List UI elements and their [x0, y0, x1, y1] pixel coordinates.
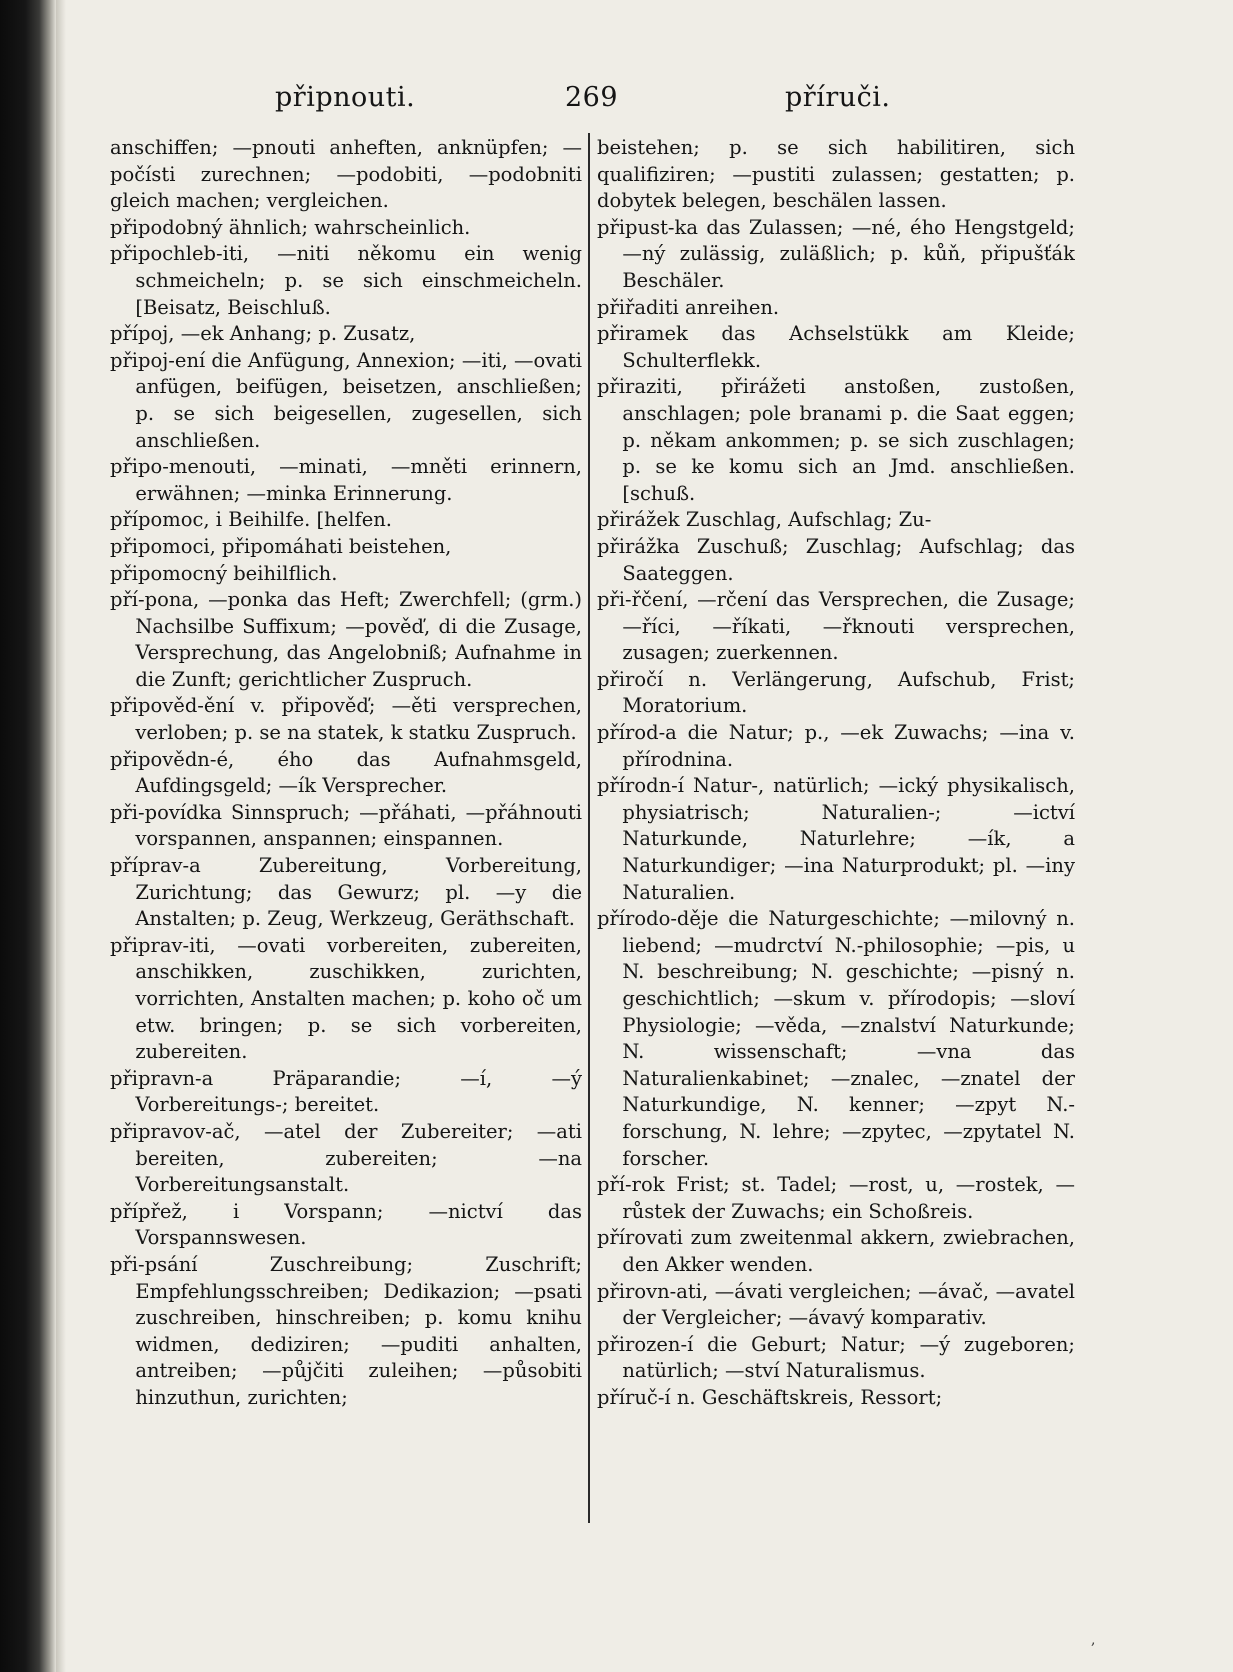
dictionary-entry: přirozen-í die Geburt; Natur; —ý zugeboren; natürlich; —ství Naturalismus. [597, 1332, 1075, 1383]
dictionary-entry: připověd-ění v. připověď; —ěti versprechen, verloben; p. se na statek, k statku Zuspruch. [110, 694, 582, 745]
dictionary-entry: přiročí n. Verlängerung, Aufschub, Frist; Moratorium. [597, 667, 1075, 718]
dictionary-entry: přirážek Zuschlag, Aufschlag; Zu- [597, 508, 932, 532]
dictionary-entry: připodobný ähnlich; wahrscheinlich. [110, 215, 471, 239]
dictionary-entry: při-řčení, —rčení das Versprechen, die Zusage; —říci, —říkati, —řknouti versprechen, zusagen; zuerkennen. [597, 588, 1075, 665]
dictionary-entry: příprav-a Zubereitung, Vorbereitung, Zurichtung; das Gewurz; pl. —y die Anstalten; p. Zeug, Werkzeug, Geräthschaft. [110, 854, 582, 931]
dictionary-entry: pří-pona, —ponka das Heft; Zwerchfell; (grm.) Nachsilbe Suffixum; —pověď, di die Zusage, Versprechung, das Angelobniß; Aufnahme in die Zunft; gerichtlicher Zuspruch. [110, 588, 582, 691]
dictionary-entry: přiramek das Achselstükk am Kleide; Schulterflekk. [597, 322, 1075, 372]
right-column [597, 135, 1075, 1525]
dictionary-entry: přirovn-ati, —ávati vergleichen; —ávač, —avatel der Vergleicher; —ávavý komparativ. [597, 1279, 1075, 1330]
book-spine-shadow [0, 0, 56, 1672]
dictionary-entry: přiraziti, přirážeti anstoßen, zustoßen, anschlagen; pole branami p. die Saat eggen; p. někam ankommen; p. se sich zuschlagen; p. se ke komu sich an Jmd. anschließen. [schuß. [597, 375, 1075, 505]
dictionary-entry: beistehen; p. se sich habilitiren, sich qualifiziren; —pustiti zulassen; gestatten; p. dobytek belegen, beschälen lassen. [597, 136, 1075, 213]
running-headword-left: připnouti. [275, 82, 416, 113]
page-header [110, 82, 1130, 122]
running-headword-right: příruči. [785, 82, 891, 113]
dictionary-entry: přírodo-děje die Naturgeschichte; —milovný n. liebend; —mudrctví N.-philosophie; —pis, u N. beschreibung; N. geschichte; —pisný n. geschichtlich; —skum v. přírodopis; —sloví Physiologie; —věda, —znalství Naturkunde; N. wissenschaft; —vna das Naturalienkabinet; —znalec, —znatel der Naturkundige, N. kenner; —zpyt N.-forschung, N. lehre; —zpytec, —zpytatel N. forscher. [597, 907, 1075, 1170]
dictionary-entry: příruč-í n. Geschäftskreis, Ressort; [597, 1385, 943, 1409]
dictionary-entry: přípomoc, i Beihilfe. [helfen. [110, 508, 392, 532]
dictionary-entry: při-povídka Sinnspruch; —přáhati, —přáhnouti vorspannen, anspannen; einspannen. [110, 800, 582, 851]
dictionary-entry: přiřaditi anreihen. [597, 295, 780, 319]
column-divider [588, 133, 590, 1523]
dictionary-entry: připravov-ač, —atel der Zubereiter; —ati bereiten, zubereiten; —na Vorbereitungsanstalt. [110, 1119, 582, 1197]
dictionary-entry: připomoci, připomáhati beistehen, [110, 534, 452, 558]
dictionary-entry: přípřež, i Vorspann; —nictví das Vorspannswesen. [110, 1199, 582, 1250]
dictionary-entry: přírodn-í Natur-, natürlich; —ický physikalisch, physiatrisch; Naturalien-; —ictví Naturkunde, Naturlehre; —ík, a Naturkundiger; —ina Naturprodukt; pl. —iny Naturalien. [597, 774, 1075, 904]
dictionary-entry: při-psání Zuschreibung; Zuschrift; Empfehlungsschreiben; Dedikazion; —psati zuschreiben, hinschreiben; p. komu knihu widmen, dediziren; —puditi anhalten, antreiben; —půjčiti zuleihen; —působiti hinzuthun, zurichten; [110, 1252, 582, 1409]
dictionary-entry: přírovati zum zweitenmal akkern, zwiebrachen, den Akker wenden. [597, 1226, 1075, 1276]
dictionary-entry: přirážka Zuschuß; Zuschlag; Aufschlag; das Saateggen. [597, 534, 1075, 585]
dictionary-entry: připochleb-iti, —niti někomu ein wenig schmeicheln; p. se sich einschmeicheln. [Beisatz, Beischluß. [110, 242, 582, 319]
dictionary-entry: přípoj, —ek Anhang; p. Zusatz, [110, 322, 416, 346]
dictionary-entry: připravn-a Präparandie; —í, —ý Vorbereitungs-; bereitet. [110, 1066, 582, 1117]
dictionary-entry: připo-menouti, —minati, —mněti erinnern, erwähnen; —minka Erinnerung. [110, 455, 582, 505]
page-number: 269 [565, 82, 619, 113]
dictionary-entry: připovědn-é, ého das Aufnahmsgeld, Aufdingsgeld; —ík Versprecher. [110, 747, 582, 798]
dictionary-entry: pří-rok Frist; st. Tadel; —rost, u, —rostek, —růstek der Zuwachs; ein Schoßreis. [597, 1173, 1075, 1223]
dictionary-entry: přírod-a die Natur; p., —ek Zuwachs; —ina v. přírodnina. [597, 721, 1075, 771]
dictionary-entry: anschiffen; —pnouti anheften, anknüpfen; —počísti zurechnen; —podobiti, —podobniti gleich machen; vergleichen. [110, 136, 582, 213]
dictionary-entry: připomocný beihilflich. [110, 561, 338, 585]
left-column [110, 135, 582, 1525]
page-gutter [56, 0, 66, 1672]
dictionary-entry: připust-ka das Zulassen; —né, ého Hengstgeld; —ný zulässig, zuläßlich; p. kůň, připušťák Beschäler. [597, 215, 1075, 292]
dictionary-entry: připoj-ení die Anfügung, Annexion; —iti, —ovati anfügen, beifügen, beisetzen, anschließen; p. se sich beigesellen, zugesellen, sich anschließen. [110, 348, 582, 452]
corner-mark: , [1091, 1632, 1096, 1648]
dictionary-entry: připrav-iti, —ovati vorbereiten, zubereiten, anschikken, zuschikken, zurichten, vorrichten, Anstalten machen; p. koho oč um etw. bringen; p. se sich vorbereiten, zubereiten. [110, 933, 582, 1064]
